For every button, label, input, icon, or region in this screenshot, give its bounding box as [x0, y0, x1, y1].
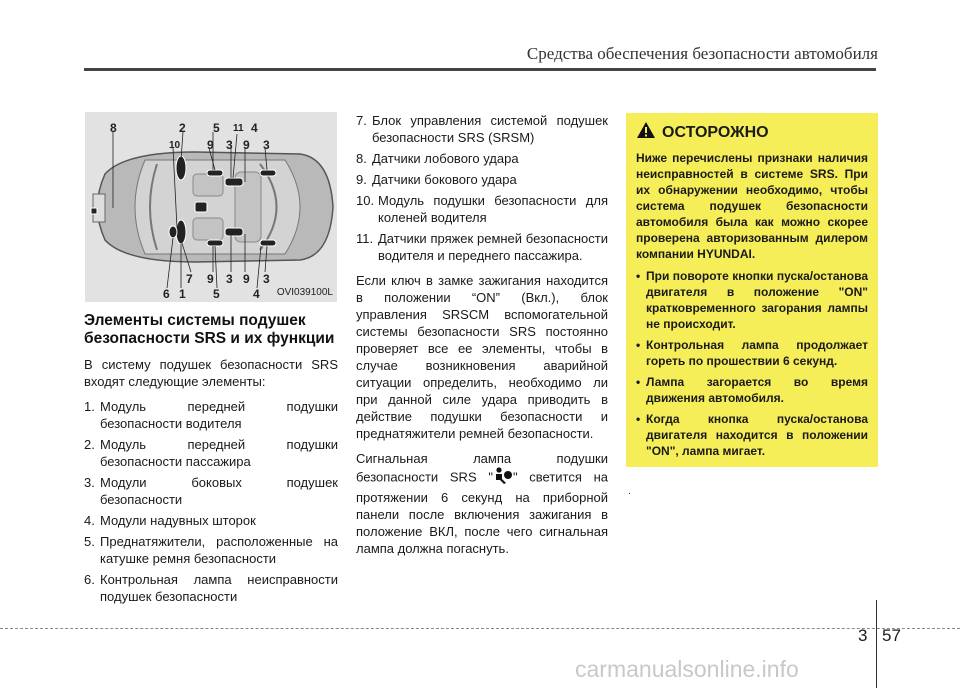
chapter-number: 3 — [858, 626, 868, 645]
callout-label: 9 — [207, 138, 214, 152]
footer-rule — [0, 628, 960, 629]
callout-label: 7 — [186, 272, 193, 286]
item-text: Датчики пряжек ремней безопасности водителя и переднего пассажира. — [378, 231, 608, 263]
callout-label: 3 — [263, 138, 270, 152]
callout-label: 9 — [243, 138, 250, 152]
list-item — [84, 398, 338, 432]
left-column — [84, 312, 338, 609]
list-item — [356, 150, 608, 167]
item-number: 2. — [84, 437, 95, 452]
item-number: 8. — [356, 151, 367, 166]
warning-list — [636, 268, 868, 459]
warning-header — [636, 121, 868, 144]
lamp-text-a: Сигнальная лампа подушки безопасности SRS " — [356, 451, 608, 485]
callout-label: 1 — [179, 287, 186, 301]
list-item — [356, 192, 608, 226]
components-list-continued — [356, 112, 608, 264]
item-text: Датчики лобового удара — [372, 151, 519, 166]
callout-label: 10 — [169, 140, 181, 151]
callout-label: 6 — [163, 287, 170, 301]
warning-triangle-icon — [636, 121, 656, 144]
item-number: 4. — [84, 513, 95, 528]
callout-label: 11 — [233, 123, 244, 134]
item-number: 1. — [84, 399, 95, 414]
warning-item-text: Лампа загорается во время движения автомобиля. — [646, 375, 868, 405]
warning-item-text: Контрольная лампа продолжает гореть по прошествии 6 секунд. — [646, 338, 868, 368]
callout-label: 5 — [213, 287, 220, 301]
page-number: 57 — [882, 626, 901, 645]
section-title: Элементы системы подушек безопасности SRS и их функции — [84, 312, 335, 347]
item-number: 6. — [84, 572, 95, 587]
list-item — [636, 337, 868, 369]
item-text: Модуль передней подушки безопасности пассажира — [100, 437, 338, 469]
stray-dot: . — [628, 486, 631, 497]
callout-label: 9 — [243, 272, 250, 286]
list-item — [636, 374, 868, 406]
warning-intro: Ниже перечислены признаки наличия неисправностей в системе SRS. При их обнаружении необходимо, чтобы система подушек безопасности автомобиля была как можно скорее проверена авторизованным дилером компании HYUNDAI. — [636, 151, 868, 261]
list-item — [84, 512, 338, 529]
callout-label: 4 — [251, 121, 258, 135]
callout-label: 3 — [226, 138, 233, 152]
warning-item-text: При повороте кнопки пуска/останова двигателя в положение "ON" кратковременного загорания лампы не происходит. — [646, 269, 868, 331]
list-item — [636, 411, 868, 459]
header-rule — [84, 68, 876, 71]
list-item — [84, 571, 338, 605]
callout-label: 2 — [179, 121, 186, 135]
list-item — [84, 436, 338, 470]
warning-title: ОСТОРОЖНО — [662, 123, 769, 141]
item-number: 5. — [84, 534, 95, 549]
watermark: carmanualsonline.info — [575, 656, 799, 682]
item-number: 9. — [356, 172, 367, 187]
components-list — [84, 398, 338, 605]
callout-label: 5 — [213, 121, 220, 135]
item-text: Модули боковых подушек безопасности — [100, 475, 338, 507]
item-number: 3. — [84, 475, 95, 490]
callout-label: 8 — [110, 121, 117, 135]
warning-box — [626, 113, 878, 467]
item-text: Модуль передней подушки безопасности водителя — [100, 399, 338, 431]
list-item — [84, 533, 338, 567]
middle-column — [356, 112, 608, 565]
srs-components-figure — [85, 112, 337, 302]
system-check-paragraph: Если ключ в замке зажигания находится в положении “ON” (Вкл.), блок управления SRSCM вспомогательной системы безопасности SRS постоянно проверяет все ее элементы, чтобы в случае возникновения аварийной ситуации определить, необходимо ли при данной силе удара приводить в действие подушки безопасности и преднатяжители ремней безопасности. — [356, 273, 608, 441]
item-text: Контрольная лампа неисправности подушек безопасности — [100, 572, 338, 604]
bullet: • — [636, 412, 641, 426]
list-item — [356, 230, 608, 264]
callout-label: 3 — [263, 272, 270, 286]
bullet: • — [636, 338, 641, 352]
header-title: Средства обеспечения безопасности автомобиля — [526, 44, 878, 63]
list-item — [84, 474, 338, 508]
figure-code: OVI039100L — [276, 287, 333, 298]
item-text: Модули надувных шторок — [100, 513, 256, 528]
intro-text: В систему подушек безопасности SRS входят следующие элементы: — [84, 357, 338, 389]
callout-label: 4 — [253, 287, 260, 301]
warning-item-text: Когда кнопка пуска/останова двигателя находится в положении "ON", лампа мигает. — [646, 412, 868, 458]
item-text: Датчики бокового удара — [372, 172, 517, 187]
item-number: 10. — [356, 193, 375, 208]
warning-lamp-paragraph — [356, 450, 608, 557]
airbag-warning-icon — [493, 467, 513, 489]
item-text: Преднатяжители, расположенные на катушке ремня безопасности — [100, 534, 338, 566]
item-number: 7. — [356, 113, 367, 128]
callout-label: 9 — [207, 272, 214, 286]
item-text: Блок управления системой подушек безопасности SRS (SRSM) — [372, 113, 608, 145]
page-divider — [876, 600, 877, 688]
list-item — [356, 171, 608, 188]
lamp-text-b: " светится на протяжении 6 секунд на приборной панели после включения зажигания в положение ВКЛ, после чего сигнальная лампа должна погаснуть. — [356, 469, 608, 556]
list-item — [356, 112, 608, 146]
bullet: • — [636, 269, 641, 283]
callout-label: 3 — [226, 272, 233, 286]
item-text: Модуль подушки безопасности для коленей водителя — [378, 193, 608, 225]
item-number: 11. — [356, 231, 374, 246]
bullet: • — [636, 375, 641, 389]
list-item — [636, 268, 868, 332]
